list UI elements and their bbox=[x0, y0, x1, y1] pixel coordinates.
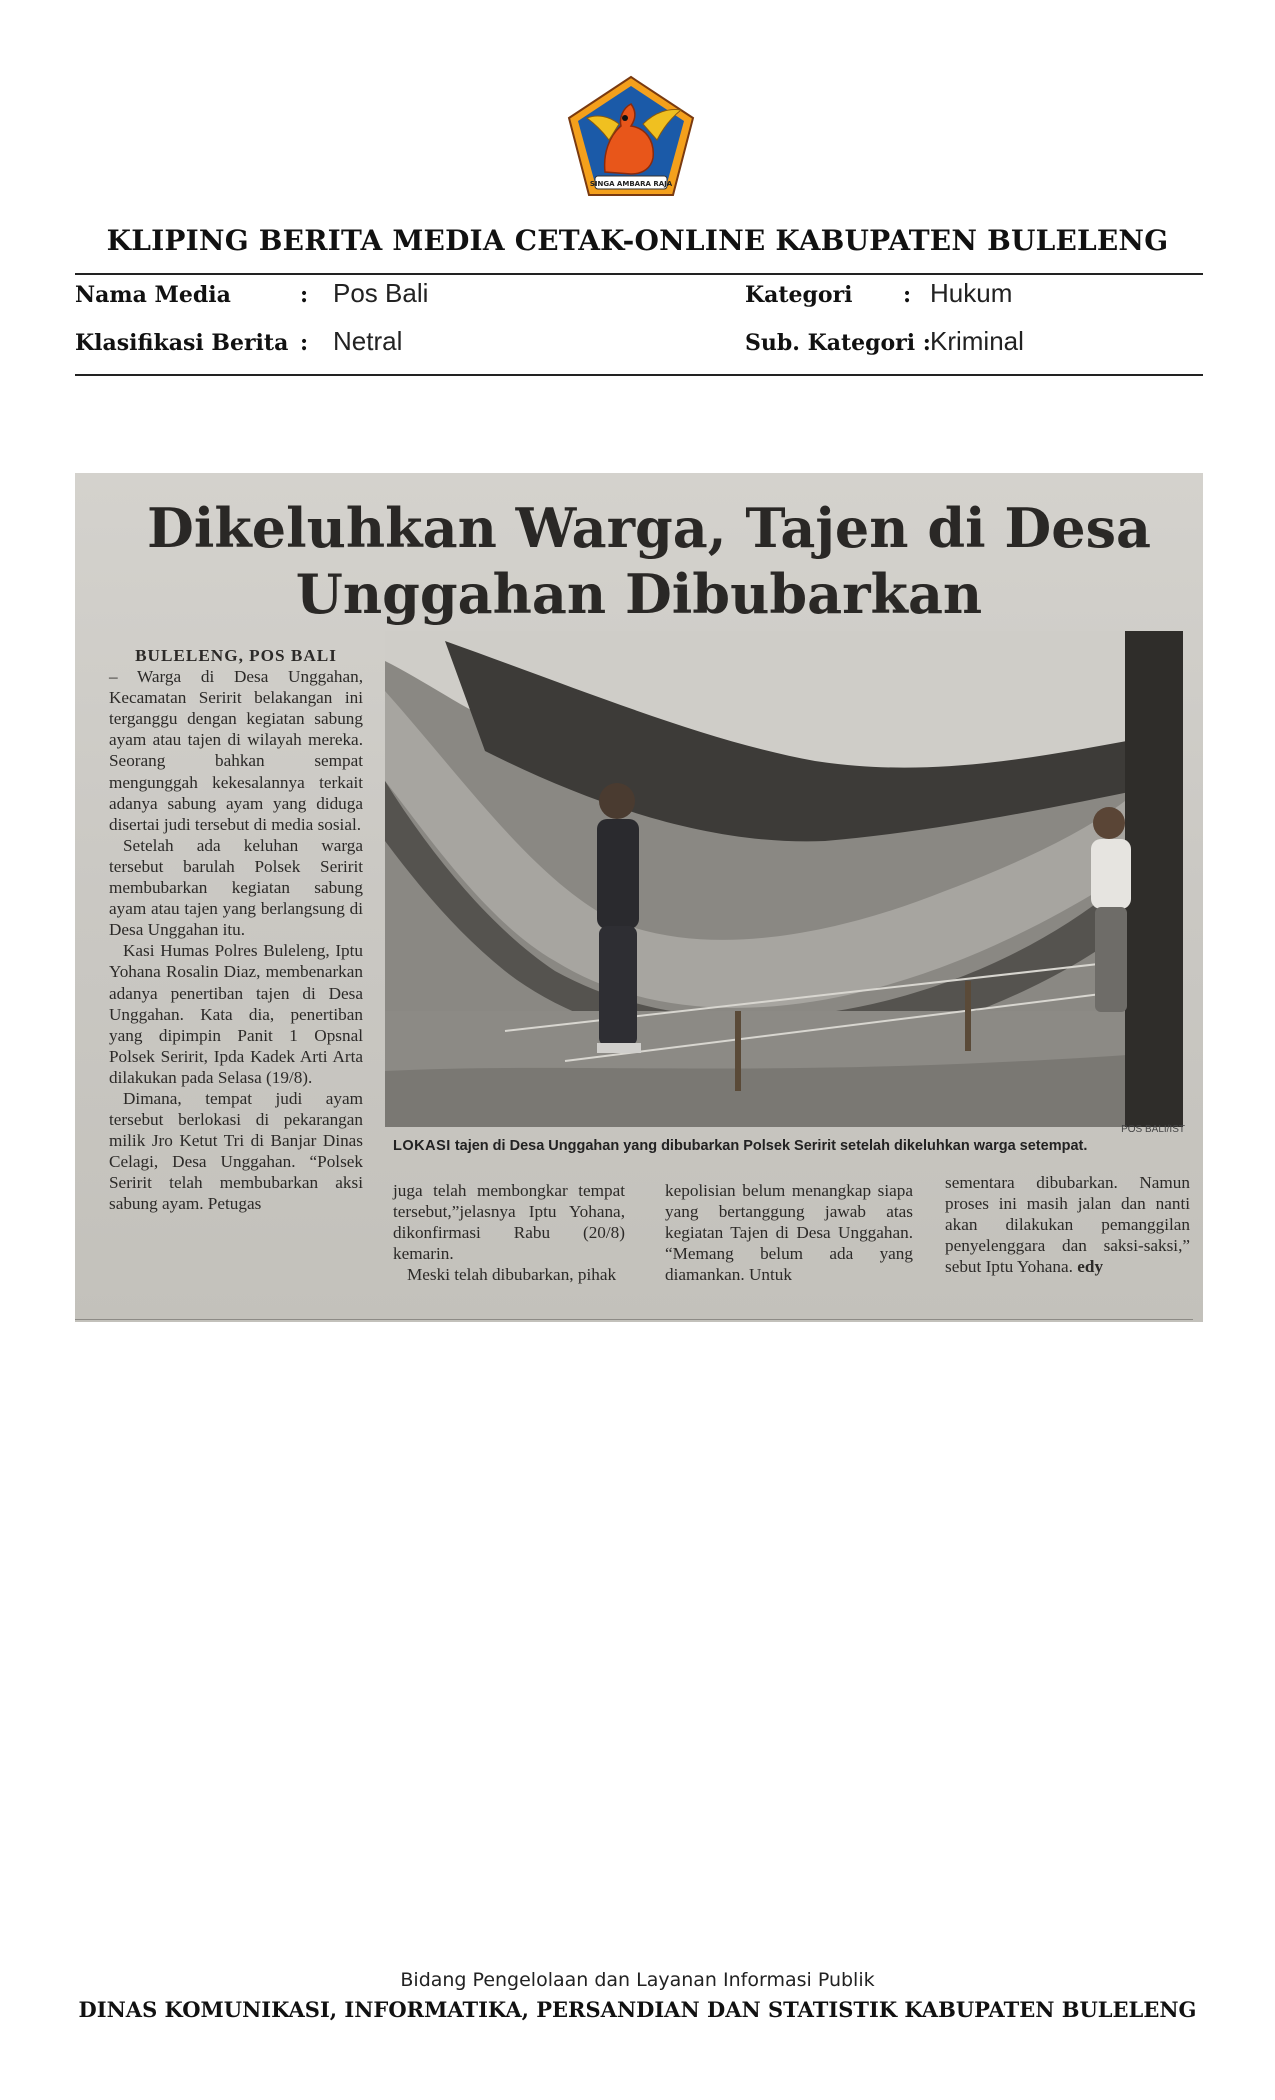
classification-label: Klasifikasi Berita bbox=[75, 330, 289, 356]
paragraph: sementara dibubarkan. Namun proses ini masih jalan dan nanti akan dilakukan pemanggilan penyelenggara dan saksi-saksi,” sebut Iptu Yohana. bbox=[945, 1173, 1190, 1277]
classification-colon: : bbox=[300, 330, 309, 356]
paragraph: Dimana, tempat judi ayam tersebut berlokasi di pekarangan milik Jro Ketut Tri di Banjar Dinas Celagi, Desa Unggahan. “Polsek Seririt telah membubarkan aksi sabung ayam. Petugas bbox=[109, 1088, 363, 1214]
classification-value: Netral bbox=[333, 326, 403, 356]
category-label: Kategori bbox=[745, 282, 853, 308]
header-top-divider bbox=[75, 273, 1203, 275]
paragraph: Kasi Humas Polres Buleleng, Iptu Yohana Rosalin Diaz, membenarkan adanya penertiban tajen di Desa Unggahan. Kata dia, penertiban yang dipimpin Panit 1 Opsnal Polsek Seririt, Ipda Kadek Arti Arta dilakukan pada Selasa (19/8). bbox=[109, 941, 363, 1087]
media-colon: : bbox=[300, 282, 309, 308]
category-value: Hukum bbox=[930, 278, 1013, 308]
footer-agency: DINAS KOMUNIKASI, INFORMATIKA, PERSANDIAN DAN STATISTIK KABUPATEN BULELENG bbox=[78, 1997, 1197, 2022]
page-title: KLIPING BERITA MEDIA CETAK-ONLINE KABUPATEN BULELENG bbox=[106, 224, 1169, 257]
header-bottom-divider bbox=[75, 374, 1203, 376]
subcategory-label: Sub. Kategori : bbox=[745, 330, 931, 356]
photo-caption: LOKASI tajen di Desa Unggahan yang dibubarkan Polsek Seririt setelah dikeluhkan warga setempat. bbox=[393, 1138, 1088, 1154]
logo-motto: SINGA AMBARA RAJA bbox=[589, 180, 673, 188]
article-column-4 bbox=[945, 1172, 1190, 1277]
buleleng-regency-emblem bbox=[565, 74, 697, 198]
subcategory-value: Kriminal bbox=[930, 326, 1024, 356]
paragraph: Setelah ada keluhan warga tersebut barulah Polsek Seririt membubarkan kegiatan sabung ayam atau tajen yang berlangsung di Desa Unggahan itu. bbox=[109, 835, 363, 940]
article-column-1 bbox=[109, 645, 363, 1215]
news-photo bbox=[385, 631, 1183, 1127]
clipping-bottom-rule bbox=[75, 1319, 1193, 1320]
paragraph: juga telah membongkar tempat tersebut,”jelasnya Iptu Yohana, dikonfirmasi Rabu (20/8) kemarin. bbox=[393, 1181, 625, 1264]
photo-credit: POS BALI/IST bbox=[1121, 1124, 1185, 1135]
paragraph: kepolisian belum menangkap siapa yang bertanggung jawab atas kegiatan Tajen di Desa Unggahan. “Memang belum ada yang diamankan. Untuk bbox=[665, 1181, 913, 1285]
footer-department: Bidang Pengelolaan dan Layanan Informasi Publik bbox=[400, 1969, 875, 1991]
news-clipping bbox=[75, 473, 1203, 1322]
category-colon: : bbox=[903, 282, 912, 308]
media-name-label: Nama Media bbox=[75, 282, 231, 308]
paragraph: – Warga di Desa Unggahan, Kecamatan Seririt belakangan ini terganggu dengan kegiatan sabung ayam atau tajen di wilayah mereka. Seorang bahkan sempat mengunggah kekesalannya terkait adanya sabung ayam yang diduga disertai judi tersebut di media sosial. bbox=[109, 667, 363, 834]
article-column-2 bbox=[393, 1180, 625, 1285]
media-name-value: Pos Bali bbox=[333, 278, 429, 308]
article-column-3 bbox=[665, 1180, 913, 1285]
dateline: BULELENG, POS BALI bbox=[135, 646, 337, 665]
reporter-signature: edy bbox=[1077, 1257, 1104, 1277]
paragraph: Meski telah dibubarkan, pihak bbox=[407, 1265, 617, 1285]
headline-line-1: Dikeluhkan Warga, Tajen di Desa bbox=[147, 496, 1151, 560]
headline-line-2: Unggahan Dibubarkan bbox=[295, 562, 983, 626]
